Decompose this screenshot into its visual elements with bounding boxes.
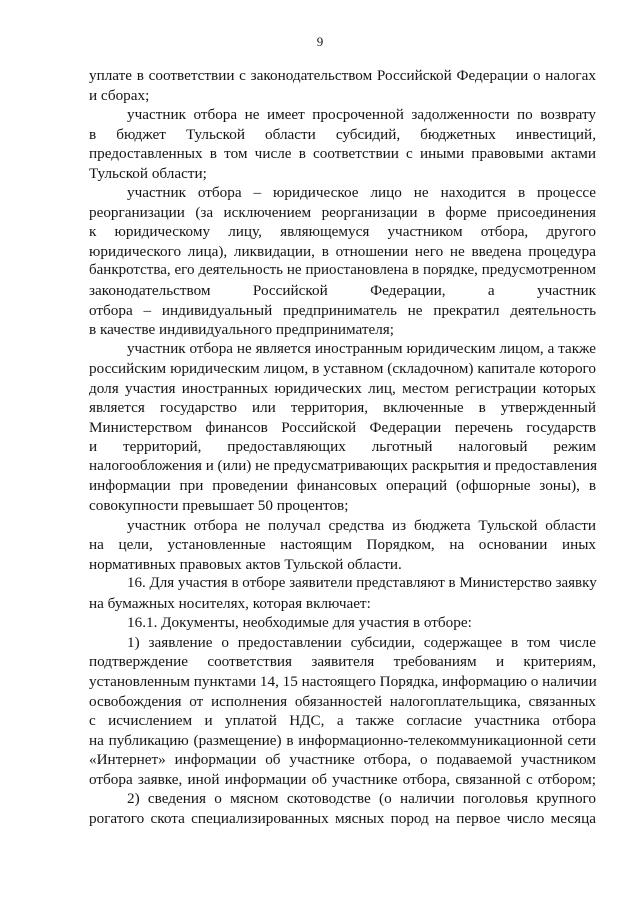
text-line: в бюджет Тульской области субсидий, бюджетных инвестиций, xyxy=(89,125,596,143)
text-line: с исчислением и уплатой НДС, а также согласие участника отбора xyxy=(89,712,596,730)
text-line: на публикацию (размещение) в информационно-телекоммуникационной сети xyxy=(89,731,596,749)
document-body xyxy=(89,66,596,828)
text-line: отбора заявке, иной информации об участнике отбора, связанной с отбором; xyxy=(89,770,596,788)
text-line: 16.1. Документы, необходимые для участия в отборе: xyxy=(127,614,472,632)
text-line: рогатого скота специализированных мясных пород на первое число месяца xyxy=(89,809,596,827)
text-line: реорганизации (за исключением реорганизации в форме присоединения xyxy=(89,203,596,221)
text-line: предоставленных в том числе в соответствии с иными правовыми актами xyxy=(89,145,596,163)
text-line: нормативных правовых актов Тульской области. xyxy=(89,555,402,573)
text-line: уплате в соответствии с законодательством Российской Федерации о налогах xyxy=(89,67,596,84)
text-line: к юридическому лицу, являющемуся участником отбора, другого xyxy=(89,223,596,241)
text-line: подтверждение соответствия заявителя требованиям и критериям, xyxy=(89,653,596,671)
text-line: банкротства, его деятельность не приостановлена в порядке, предусмотренном xyxy=(89,262,596,279)
text-line: доля участия иностранных юридических лиц, местом регистрации которых xyxy=(89,379,596,397)
text-line: налогообложения и (или) не предусматривающих раскрытия и предоставления xyxy=(89,457,598,474)
page-number: 9 xyxy=(316,34,324,49)
text-line: юридического лица), ликвидации, в отношении него не введена процедура xyxy=(89,242,596,260)
text-line: Министерством финансов Российской Федерации перечень государств xyxy=(89,418,596,436)
text-line: «Интернет» информации об участнике отбора, о подаваемой участником xyxy=(89,751,596,769)
text-line: на бумажных носителях, которая включает: xyxy=(89,594,371,612)
text-line: отбора – индивидуальный предприниматель не прекратил деятельность xyxy=(89,301,596,319)
text-line: участник отбора не является иностранным юридическим лицом, а также xyxy=(127,340,596,357)
text-line: на цели, установленные настоящим Порядком, на основании иных xyxy=(89,536,596,554)
text-line: участник отбора не имеет просроченной задолженности по возврату xyxy=(127,106,596,124)
text-line: участник отбора – юридическое лицо не находится в процессе xyxy=(127,184,596,202)
text-line: и сборах; xyxy=(89,86,150,104)
text-line: установленным пунктами 14, 15 настоящего Порядка, информацию о наличии xyxy=(89,672,597,690)
text-line: 1) заявление о предоставлении субсидии, содержащее в том числе xyxy=(127,633,596,651)
text-line: совокупности превышает 50 процентов; xyxy=(89,497,349,515)
text-line: законодательством Российской Федерации, а участник xyxy=(89,282,596,300)
text-line: освобождения от исполнения обязанностей налогоплательщика, связанных xyxy=(89,692,596,710)
text-line: информации при проведении финансовых операций (офшорные зоны), в xyxy=(89,477,596,495)
text-line: Тульской области; xyxy=(89,164,207,182)
text-line: российским юридическим лицом, в уставном (складочном) капитале которого xyxy=(89,360,596,378)
text-line: 2) сведения о мясном скотоводстве (о наличии поголовья крупного xyxy=(127,790,596,808)
text-line: и территорий, предоставляющих льготный налоговый режим xyxy=(89,438,596,456)
text-line: в качестве индивидуального предпринимателя; xyxy=(89,321,394,339)
text-line: является государство или территория, включенные в утвержденный xyxy=(89,399,596,417)
text-line: 16. Для участия в отборе заявители представляют в Министерство заявку xyxy=(127,575,597,592)
text-line: участник отбора не получал средства из бюджета Тульской области xyxy=(127,516,596,534)
